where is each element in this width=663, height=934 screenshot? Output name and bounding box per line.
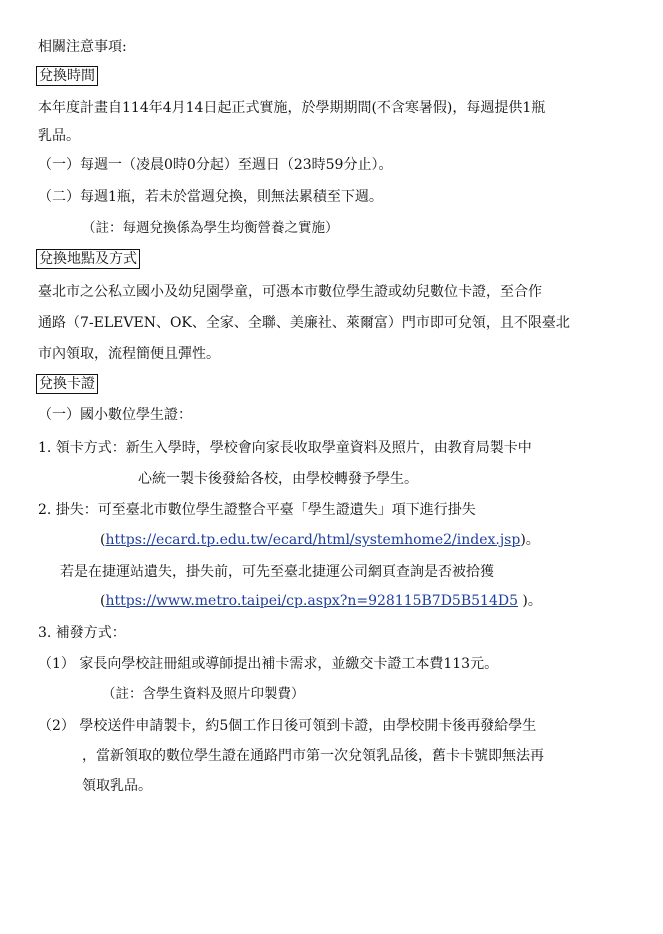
- time-item-2: （二）每週1瓶，若未於當週兌換，則無法累積至下週。: [38, 189, 383, 205]
- card-item1-line1: 1. 領卡方式：新生入學時，學校會向家長收取學童資料及照片，由教育局製卡中: [38, 440, 532, 456]
- link1-suffix: )。: [520, 532, 540, 548]
- card-item3: 3. 補發方式：: [38, 625, 126, 641]
- ecard-lost-link[interactable]: https://ecard.tp.edu.tw/ecard/html/systemhome2/index.jsp: [105, 532, 521, 548]
- section-heading-location: [36, 249, 140, 269]
- link2-suffix: )。: [517, 593, 542, 609]
- card-subitem2-line1: （2） 學校送件申請製卡，約5個工作日後可領到卡證，由學校開卡後再發給學生: [38, 718, 537, 734]
- card-subitem2-line3: 領取乳品。: [82, 778, 152, 794]
- card-item1-line2: 心統一製卡後發給各校，由學校轉發予學生。: [138, 471, 418, 487]
- time-item-1: （一）每週一（凌晨0時0分起）至週日（23時59分止）。: [38, 157, 393, 173]
- location-line1: 臺北市之公私立國小及幼兒園學童，可憑本市數位學生證或幼兒數位卡證，至合作: [38, 284, 542, 300]
- card-item2-line1: 2. 掛失：可至臺北市數位學生證整合平臺「學生證遺失」項下進行掛失: [38, 502, 476, 518]
- intro-heading: 相關注意事項:: [38, 39, 127, 55]
- card-item2-link2-row: (https://www.metro.taipei/cp.aspx?n=928115B7D5B514D5 )。: [100, 593, 542, 609]
- time-paragraph-line1: 本年度計畫自114年4月14日起正式實施，於學期期間(不含寒暑假)，每週提供1瓶: [38, 100, 546, 116]
- card-item2-line3: 若是在捷運站遺失，掛失前，可先至臺北捷運公司網頁查詢是否被拾獲: [60, 564, 494, 580]
- location-line2: 通路（7-ELEVEN、OK、全家、全聯、美廉社、萊爾富）門市即可兌領，且不限臺北: [38, 315, 570, 331]
- section-heading-card: [36, 374, 98, 394]
- time-note: （註：每週兌換係為學生均衡營養之實施）: [82, 220, 339, 236]
- card-subitem1-note: （註：含學生資料及照片印製費）: [102, 686, 305, 702]
- location-line3: 市內領取，流程簡便且彈性。: [38, 346, 220, 362]
- card-subheading-1: （一）國小數位學生證：: [38, 407, 192, 423]
- card-subitem2-line2: ，當新領取的數位學生證在通路門市第一次兌領乳品後，舊卡卡號即無法再: [82, 748, 544, 764]
- metro-lost-found-link[interactable]: https://www.metro.taipei/cp.aspx?n=928115B7D5B514D5: [105, 593, 518, 609]
- section-heading-card-label: 兌換卡證: [36, 374, 98, 394]
- time-paragraph-line2: 乳品。: [38, 128, 80, 144]
- card-subitem1: （1） 家長向學校註冊組或導師提出補卡需求，並繳交卡證工本費113元。: [38, 656, 499, 672]
- section-heading-time-label: 兌換時間: [36, 66, 98, 86]
- section-heading-time: [36, 66, 98, 86]
- card-item2-link1-row: (https://ecard.tp.edu.tw/ecard/html/systemhome2/index.jsp)。: [100, 532, 540, 548]
- section-heading-location-label: 兌換地點及方式: [36, 249, 140, 269]
